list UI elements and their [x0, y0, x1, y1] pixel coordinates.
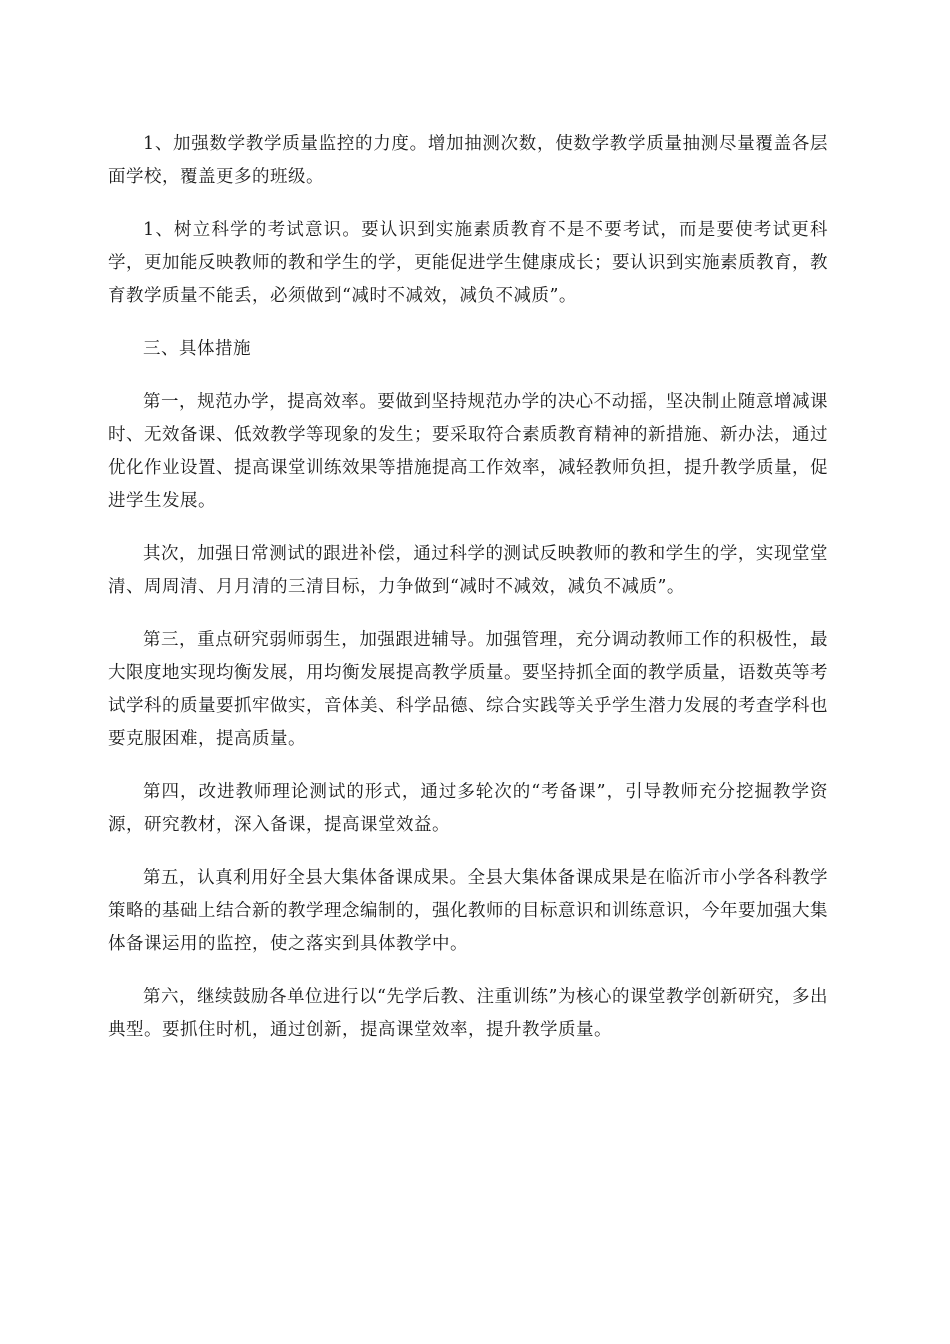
paragraph-measure-fourth: 第四，改进教师理论测试的形式，通过多轮次的“考备课”，引导教师充分挖掘教学资源，研究教材，深入备课，提高课堂效益。 [108, 782, 828, 835]
paragraph-exam-awareness: 1、树立科学的考试意识。要认识到实施素质教育不是不要考试，而是要使考试更科学，更加能反映教师的教和学生的学，更能促进学生健康成长；要认识到实施素质教育，教育教学质量不能丢，必须做到“减时不减效，减负不减质”。 [108, 220, 828, 306]
section-heading-measures: 三、具体措施 [143, 339, 251, 359]
paragraph-strengthen-monitoring: 1、加强数学教学质量监控的力度。增加抽测次数，使数学教学质量抽测尽量覆盖各层面学校，覆盖更多的班级。 [108, 134, 828, 187]
paragraph-measure-fifth: 第五，认真利用好全县大集体备课成果。全县大集体备课成果是在临沂市小学各科教学策略的基础上结合新的教学理念编制的，强化教师的目标意识和训练意识，今年要加强大集体备课运用的监控，使之落实到具体教学中。 [108, 868, 828, 954]
paragraph-measure-third: 第三，重点研究弱师弱生，加强跟进辅导。加强管理，充分调动教师工作的积极性，最大限度地实现均衡发展，用均衡发展提高教学质量。要坚持抓全面的教学质量，语数英等考试学科的质量要抓牢做实，音体美、科学品德、综合实践等关乎学生潜力发展的考查学科也要克服困难，提高质量。 [108, 630, 828, 749]
paragraph-measure-second: 其次，加强日常测试的跟进补偿，通过科学的测试反映教师的教和学生的学，实现堂堂清、周周清、月月清的三清目标，力争做到“减时不减效，减负不减质”。 [108, 544, 828, 597]
document-page [108, 128, 828, 1067]
paragraph-measure-sixth: 第六，继续鼓励各单位进行以“先学后教、注重训练”为核心的课堂教学创新研究，多出典型。要抓住时机，通过创新，提高课堂效率，提升教学质量。 [108, 987, 828, 1040]
paragraph-measure-first: 第一，规范办学，提高效率。要做到坚持规范办学的决心不动摇，坚决制止随意增减课时、无效备课、低效教学等现象的发生；要采取符合素质教育精神的新措施、新办法，通过优化作业设置、提高课堂训练效果等措施提高工作效率，减轻教师负担，提升教学质量，促进学生发展。 [108, 392, 828, 511]
